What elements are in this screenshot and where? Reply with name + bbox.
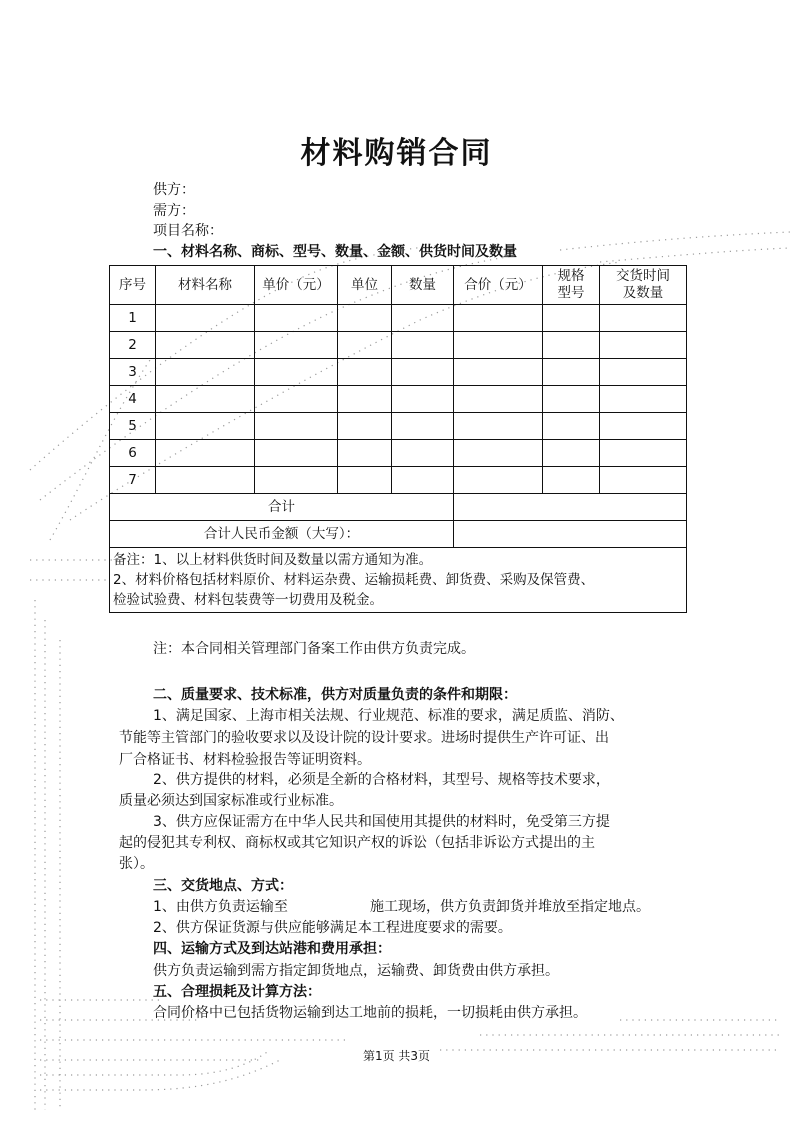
total-rmb-value-cell[interactable] (454, 521, 687, 548)
row-index: 6 (110, 440, 156, 467)
remark-line: 备注：1、以上材料供货时间及数量以需方通知为准。 (113, 552, 433, 568)
cell-input[interactable] (600, 413, 687, 440)
section2-p3-line3: 张）。 (119, 856, 154, 872)
cell-input[interactable] (392, 359, 454, 386)
cell-input[interactable] (255, 467, 338, 494)
cell-input[interactable] (392, 386, 454, 413)
cell-input[interactable] (338, 305, 392, 332)
section3-title: 三、交货地点、方式： (153, 878, 293, 894)
cell-input[interactable] (600, 440, 687, 467)
row-index: 3 (110, 359, 156, 386)
cell-input[interactable] (600, 305, 687, 332)
cell-input[interactable] (156, 467, 255, 494)
section3-p1-part2: 施工现场，供方负责卸货并堆放至指定地点。 (370, 899, 650, 915)
total-rmb-row (110, 521, 687, 548)
table-row (110, 440, 687, 467)
section2-p1-line3: 厂合格证书、材料检验报告等证明资料。 (119, 752, 371, 768)
total-value-cell[interactable] (454, 494, 687, 521)
header-quantity: 数量 (392, 266, 454, 305)
cell-input[interactable] (338, 332, 392, 359)
cell-input[interactable] (156, 413, 255, 440)
cell-input[interactable] (543, 332, 600, 359)
header-delivery-time: 交货时间 及数量 (600, 266, 687, 305)
cell-input[interactable] (392, 413, 454, 440)
total-label: 合计 (110, 494, 454, 521)
cell-input[interactable] (255, 440, 338, 467)
section4-title: 四、运输方式及到达站港和费用承担： (153, 941, 391, 957)
cell-input[interactable] (600, 332, 687, 359)
cell-input[interactable] (255, 413, 338, 440)
cell-input[interactable] (454, 440, 543, 467)
buyer-label: 需方： (153, 203, 195, 219)
table-row (110, 332, 687, 359)
section2-p2-line2: 质量必须达到国家标准或行业标准。 (119, 793, 343, 809)
section3-p2: 2、供方保证货源与供应能够满足本工程进度要求的需要。 (153, 920, 512, 936)
row-index: 7 (110, 467, 156, 494)
cell-input[interactable] (454, 359, 543, 386)
cell-input[interactable] (600, 467, 687, 494)
cell-input[interactable] (156, 386, 255, 413)
cell-input[interactable] (338, 440, 392, 467)
section2-p1-line1: 1、满足国家、上海市相关法规、行业规范、标准的要求，满足质监、消防、 (153, 708, 624, 724)
cell-input[interactable] (454, 467, 543, 494)
cell-input[interactable] (392, 467, 454, 494)
table-row (110, 413, 687, 440)
section2-title: 二、质量要求、技术标准，供方对质量负责的条件和期限： (153, 687, 517, 703)
section5-p1: 合同价格中已包括货物运输到达工地前的损耗，一切损耗由供方承担。 (153, 1005, 587, 1021)
section2-p1-line2: 节能等主管部门的验收要求以及设计院的设计要求。进场时提供生产许可证、出 (119, 730, 609, 746)
cell-input[interactable] (454, 332, 543, 359)
cell-input[interactable] (543, 467, 600, 494)
cell-input[interactable] (156, 359, 255, 386)
table-row (110, 305, 687, 332)
cell-input[interactable] (338, 359, 392, 386)
cell-input[interactable] (338, 386, 392, 413)
project-name-label: 项目名称： (153, 223, 223, 239)
cell-input[interactable] (392, 440, 454, 467)
cell-input[interactable] (543, 413, 600, 440)
cell-input[interactable] (454, 413, 543, 440)
cell-input[interactable] (392, 332, 454, 359)
total-rmb-label: 合计人民币金额（大写）： (110, 521, 454, 548)
filing-note: 注：本合同相关管理部门备案工作由供方负责完成。 (153, 641, 475, 657)
cell-input[interactable] (255, 386, 338, 413)
cell-input[interactable] (543, 440, 600, 467)
header-total-price: 合价（元） (454, 266, 543, 305)
cell-input[interactable] (338, 467, 392, 494)
table-header-row (110, 266, 687, 305)
cell-input[interactable] (255, 305, 338, 332)
cell-input[interactable] (454, 305, 543, 332)
table-row (110, 359, 687, 386)
header-unit-price: 单价（元） (255, 266, 338, 305)
row-index: 5 (110, 413, 156, 440)
cell-input[interactable] (156, 440, 255, 467)
remark-row (110, 548, 687, 613)
page-number-footer: 第1页 共3页 (362, 1049, 431, 1063)
cell-input[interactable] (454, 386, 543, 413)
contract-title: 材料购销合同 (300, 136, 493, 171)
section2-p3-line1: 3、供方应保证需方在中华人民共和国使用其提供的材料时，免受第三方提 (153, 814, 610, 830)
remark-line: 检验试验费、材料包装费等一切费用及税金。 (113, 592, 383, 608)
section2-p2-line1: 2、供方提供的材料，必须是全新的合格材料，其型号、规格等技术要求， (153, 772, 610, 788)
cell-input[interactable] (543, 359, 600, 386)
cell-input[interactable] (392, 305, 454, 332)
row-index: 4 (110, 386, 156, 413)
section2-p3-line2: 起的侵犯其专利权、商标权或其它知识产权的诉讼（包括非诉讼方式提出的主 (119, 835, 595, 851)
header-material-name: 材料名称 (156, 266, 255, 305)
section1-title: 一、材料名称、商标、型号、数量、金额、供货时间及数量 (153, 244, 517, 260)
row-index: 1 (110, 305, 156, 332)
supplier-label: 供方： (153, 182, 195, 198)
remark-line: 2、材料价格包括材料原价、材料运杂费、运输损耗费、卸货费、采购及保管费、 (113, 572, 595, 588)
header-spec-model: 规格 型号 (543, 266, 600, 305)
header-unit: 单位 (338, 266, 392, 305)
cell-input[interactable] (600, 359, 687, 386)
materials-table (109, 265, 687, 613)
cell-input[interactable] (543, 305, 600, 332)
section5-title: 五、合理损耗及计算方法： (153, 984, 321, 1000)
cell-input[interactable] (156, 305, 255, 332)
table-row (110, 467, 687, 494)
cell-input[interactable] (543, 386, 600, 413)
remark-cell (110, 548, 687, 613)
section3-p1-part1: 1、由供方负责运输至 (153, 899, 288, 915)
section4-p1: 供方负责运输到需方指定卸货地点，运输费、卸货费由供方承担。 (153, 963, 559, 979)
total-row (110, 494, 687, 521)
cell-input[interactable] (338, 413, 392, 440)
cell-input[interactable] (255, 359, 338, 386)
cell-input[interactable] (255, 332, 338, 359)
row-index: 2 (110, 332, 156, 359)
header-index: 序号 (110, 266, 156, 305)
table-row (110, 386, 687, 413)
cell-input[interactable] (156, 332, 255, 359)
cell-input[interactable] (600, 386, 687, 413)
